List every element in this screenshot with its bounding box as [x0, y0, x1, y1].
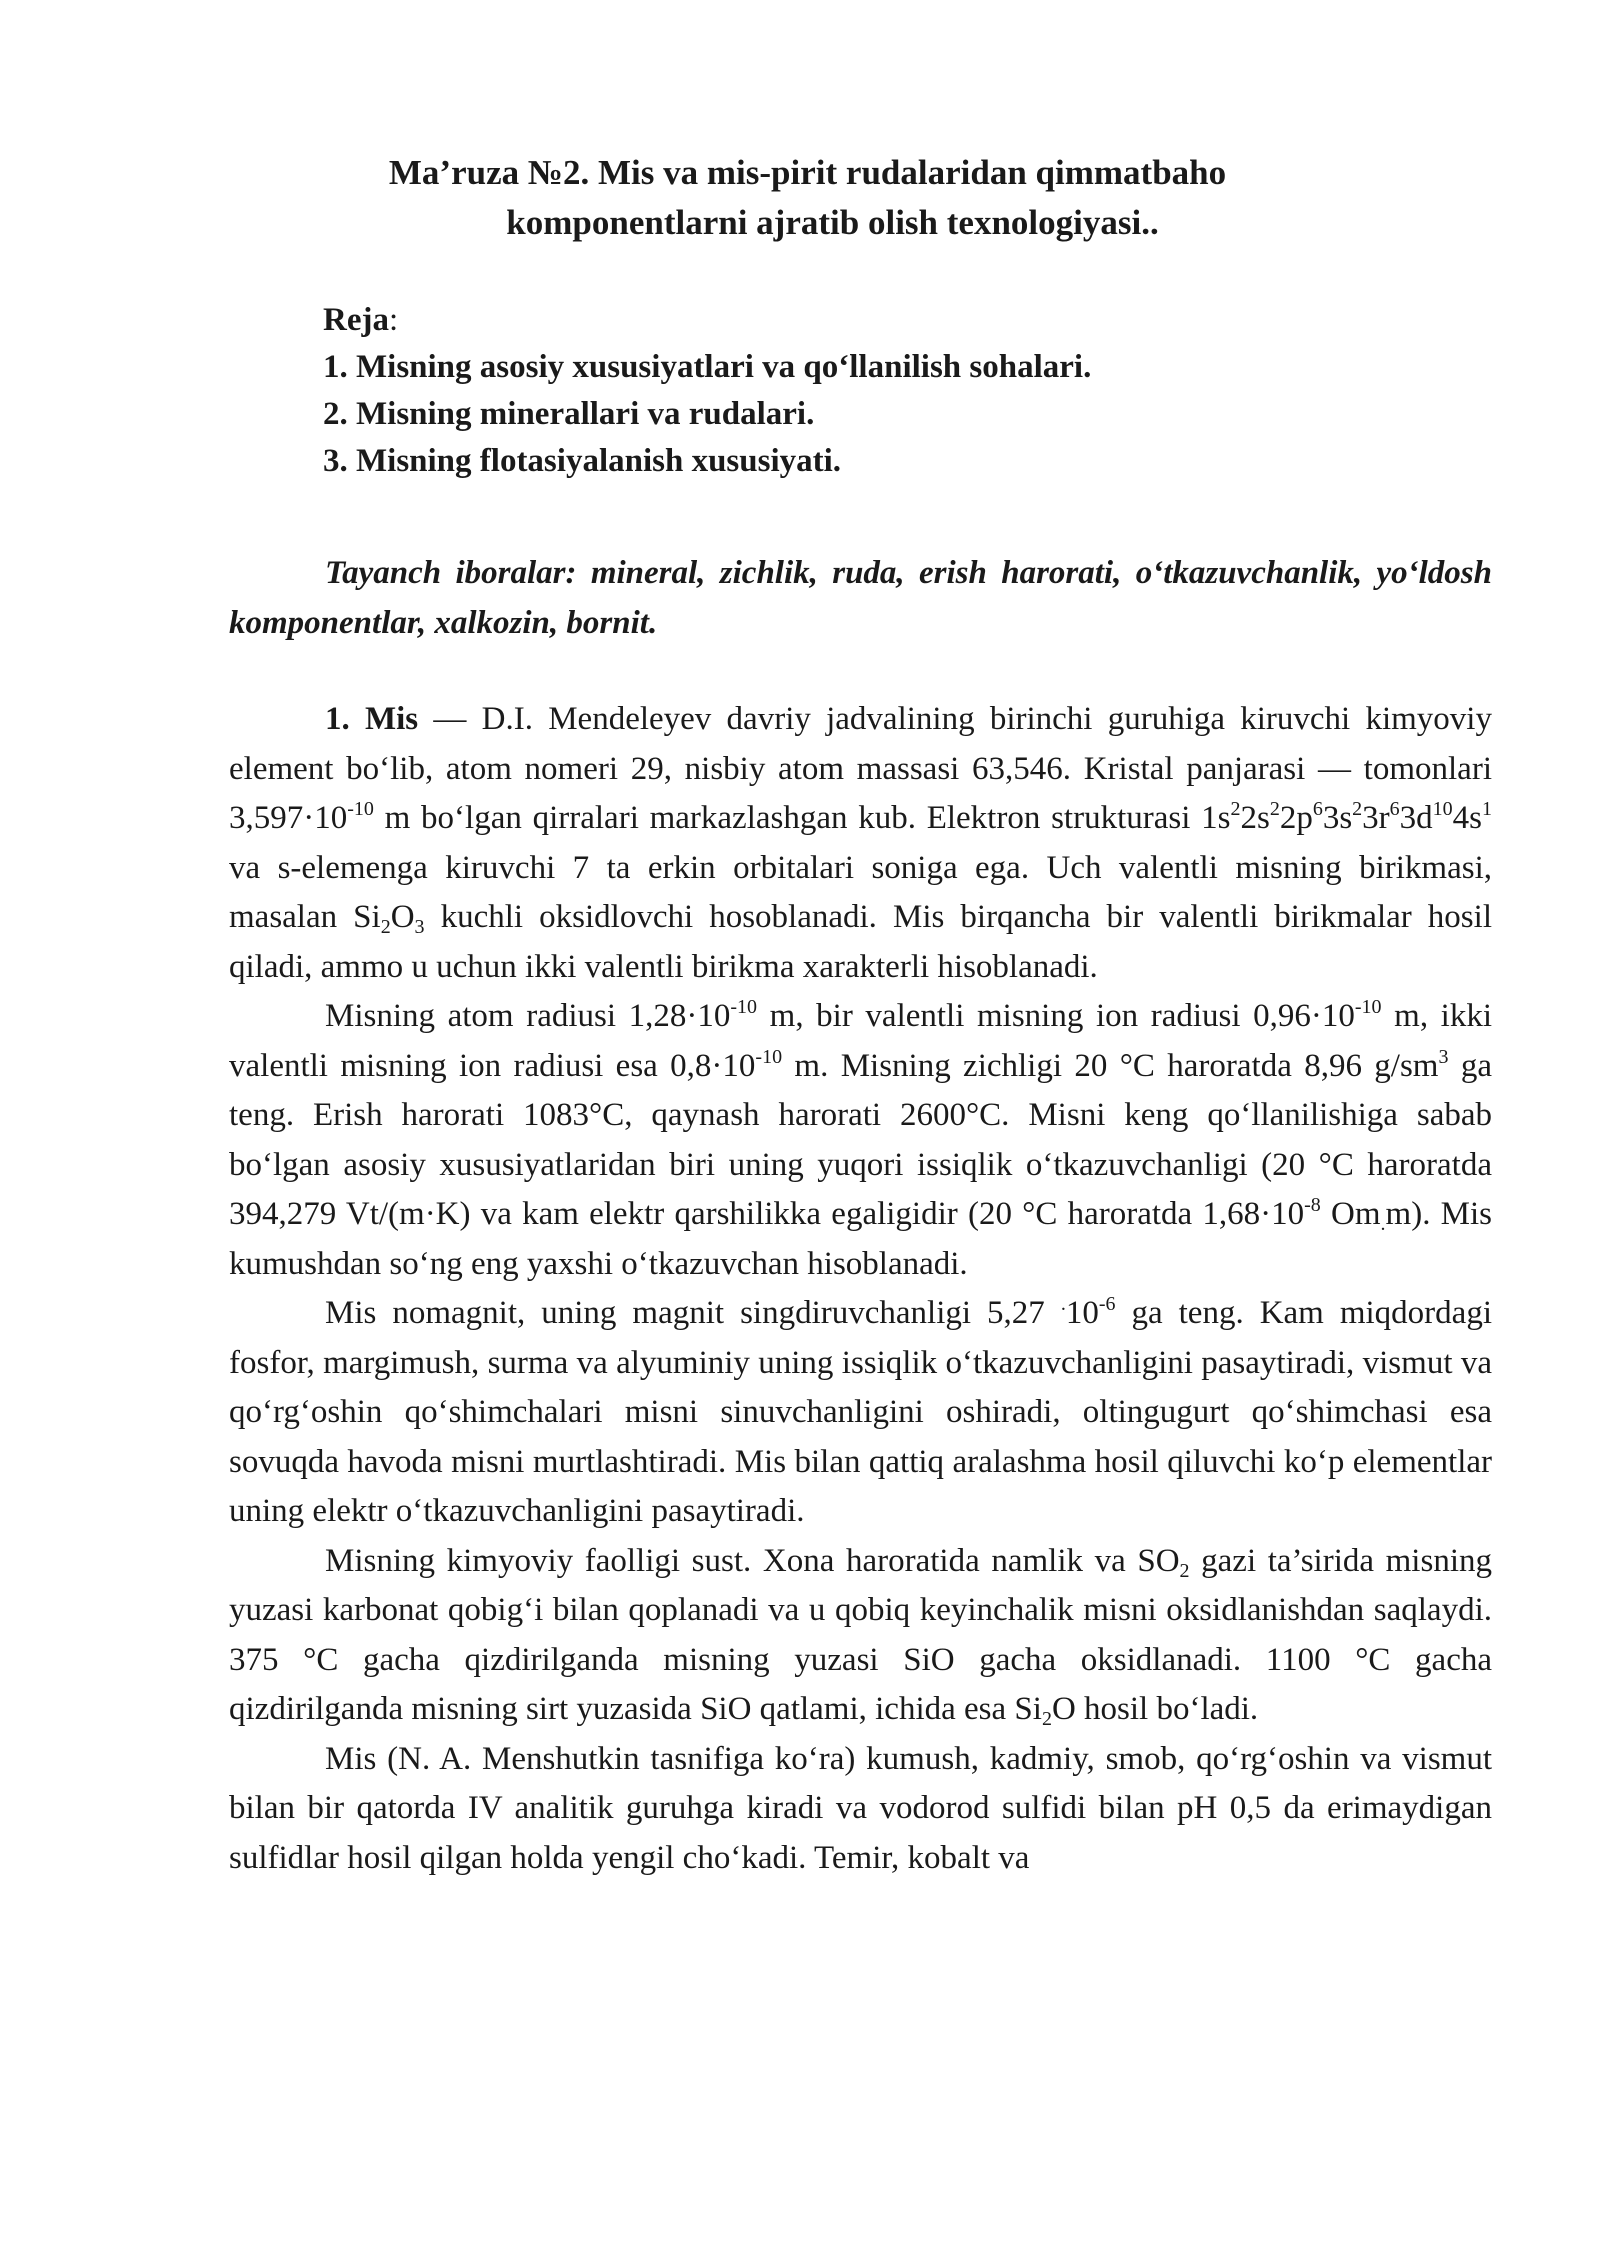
text-run: 4s: [1452, 800, 1482, 836]
superscript: 2: [1269, 798, 1280, 820]
plan-heading-colon: :: [388, 302, 399, 338]
text-run: gazi ta’sirida misning yuzasi karbonat qobig‘i bilan qoplanadi va u qobiq keyinchalik misni oksidlanishdan saqlaydi. 375 °C gacha qizdirilganda misning yuzasi SiO gacha oksidlanadi. 1100 °C gacha qizdirilganda misning sirt yuzasida SiO qatlami, ichida esa Si: [229, 1542, 1492, 1727]
text-run: ga teng. Erish harorati 1083°C, qaynash harorati 2600°C. Misni keng qo‘llanilishiga sabab bo‘lgan asosiy xususiyatlaridan biri uning yuqori issiqlik o‘tkazuvchanligi (20 °C haroratda 394,279 Vt/(m·K) va kam elektr qarshilikka egaligidir (20 °C haroratda 1,68·10: [229, 1047, 1492, 1232]
plan-item: 1. Misning asosiy xususiyatlari va qo‘llanilish sohalari.: [323, 349, 1092, 385]
text-run: Misning kimyoviy faolligi sust. Xona haroratida namlik va SO: [325, 1542, 1180, 1579]
superscript: 2: [1230, 798, 1241, 820]
text-run: va s-elemenga kiruvchi 7 ta erkin orbitalari soniga ega. Uch valentli misning birikmasi, masalan Si: [229, 849, 1492, 935]
text-run: m, bir valentli misning ion radiusi 0,96·10: [757, 998, 1355, 1034]
text-run: ga teng. Kam miqdordagi fosfor, margimush, surma va alyuminiy uning issiqlik o‘tkazuvchanligini pasaytiradi, vismut va qo‘rg‘oshin qo‘shimchalari misni sinuvchanligini oshiradi, oltingugurt qo‘shimchasi esa sovuqda havoda misni murtlashtiradi. Mis bilan qattiq aralashma hosil qiluvchi ko‘p elementlar uning elektr o‘tkazuvchanligini pasaytiradi.: [229, 1295, 1492, 1529]
paragraph-2: [229, 992, 1492, 1289]
text-run: 3s: [1322, 800, 1353, 836]
text-run: 2s: [1240, 800, 1270, 836]
superscript: 10: [1432, 798, 1453, 820]
text-run: O hosil bo‘ladi.: [1051, 1691, 1259, 1727]
text-run: — D.I. Mendeleyev davriy jadvalining birinchi guruhiga kiruvchi kimyoviy element bo‘lib, atom nomeri 29, nisbiy atom massasi 63,546. Kristal panjarasi — tomonlari 3,597·10: [229, 701, 1492, 836]
superscript: -6: [1098, 1293, 1116, 1315]
subscript: 2: [1179, 1559, 1190, 1582]
superscript: -10: [755, 1045, 783, 1068]
title-line-1: Ma’ruza №2. Mis va mis-pirit rudalaridan qimmatbaho: [388, 153, 1227, 192]
text-run: O: [390, 899, 415, 935]
superscript: 3: [1438, 1045, 1449, 1068]
superscript: -8: [1304, 1194, 1321, 1216]
text-run: 2p: [1279, 800, 1313, 836]
plan-heading: [323, 297, 1091, 344]
body-text: [229, 695, 1492, 1883]
text-run: m, ikki valentli misning ion radiusi esa 0,8·10: [229, 998, 1493, 1084]
keywords-paragraph: Tayanch iboralar: mineral, zichlik, ruda, erish harorati, o‘tkazuvchanlik, yo‘ldosh komponentlar, xalkozin, bornit.: [229, 555, 1492, 641]
text-run: Mis nomagnit, uning magnit singdiruvchanligi 5,27: [325, 1295, 1061, 1331]
paragraph-5: Mis (N. A. Menshutkin tasnifiga ko‘ra) kumush, kadmiy, smob, qo‘rg‘oshin va vismut bilan bir qatorda IV analitik guruhga kiradi va vodorod sulfidi bilan pH 0,5 da erimaydigan sulfidlar hosil qilgan holda yengil cho‘kadi. Temir, kobalt va: [229, 1740, 1492, 1876]
paragraph-1-lead: 1. Mis: [325, 701, 419, 737]
plan-item: 2. Misning minerallari va rudalari.: [323, 396, 815, 432]
paragraph-3: [229, 1289, 1492, 1537]
text-run: m bo‘lgan qirralari markazlashgan kub. Elektron strukturasi 1s: [373, 800, 1231, 836]
text-run: m). Mis kumushdan so‘ng eng yaxshi o‘tkazuvchan hisoblanadi.: [229, 1196, 1493, 1282]
lecture-title: [0, 148, 1600, 248]
subscript: 2: [380, 916, 391, 938]
text-run: 3r: [1362, 800, 1390, 836]
text-run: Om: [1320, 1196, 1381, 1232]
plan-section: [323, 297, 1091, 485]
text-run: kuchli oksidlovchi hosoblanadi. Mis birqancha bir valentli birikmalar hosil qiladi, ammo u uchun ikki valentli birikma xarakterli hisoblanadi.: [229, 899, 1492, 985]
superscript: -10: [347, 798, 374, 820]
superscript: -10: [730, 996, 758, 1018]
superscript: 1: [1482, 798, 1492, 820]
superscript: -10: [1354, 996, 1382, 1018]
text-run: Misning atom radiusi 1,28·10: [325, 998, 731, 1034]
plan-item: 3. Misning flotasiyalanish xususiyati.: [323, 443, 842, 479]
superscript: 6: [1389, 798, 1400, 820]
paragraph-1: [229, 695, 1492, 992]
superscript: 6: [1312, 798, 1323, 820]
plan-heading-text: Reja: [323, 302, 389, 338]
subscript: .: [1380, 1213, 1386, 1235]
superscript: .: [1060, 1293, 1066, 1315]
subscript: 3: [414, 916, 425, 938]
paragraph-4: [229, 1537, 1492, 1735]
text-run: m. Misning zichligi 20 °C haroratda 8,96 g/sm: [782, 1047, 1439, 1084]
text-run: 3d: [1399, 800, 1433, 836]
title-line-2: komponentlarni ajratib olish texnologiyasi..: [506, 203, 1159, 242]
superscript: 2: [1352, 798, 1363, 820]
text-run: 10: [1065, 1295, 1099, 1331]
subscript: 2: [1041, 1708, 1052, 1730]
